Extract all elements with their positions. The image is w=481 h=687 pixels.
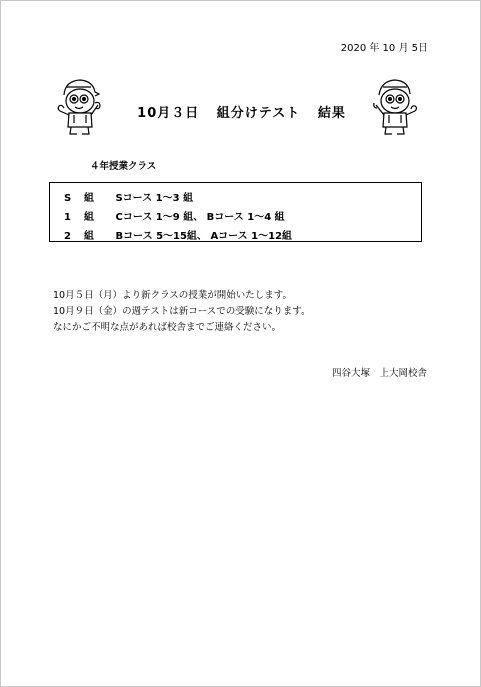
course-assignment: Cコース 1～9 組、 Bコース 1～4 組: [115, 212, 285, 223]
course-assignment: Sコース 1～3 組: [115, 193, 194, 204]
notice-line: なにかご不明な点があれば校舎までご連絡ください。: [53, 322, 282, 333]
baseball-kid-icon: [373, 75, 419, 137]
result-row: [64, 227, 292, 242]
title-date: 10月３日: [137, 106, 200, 121]
course-assignment: Bコース 5～15組、 Aコース 1～12組: [115, 231, 293, 242]
notice-line: 10月９日（金）の週テストは新コースでの受験になります。: [53, 306, 311, 317]
school-signature: 四谷大塚 上大岡校舎: [331, 368, 427, 379]
title-result: 結果: [317, 106, 346, 121]
group-label: 2: [64, 231, 71, 242]
notice-line: 10月５日（月）より新クラスの授業が開始いたします。: [53, 290, 293, 301]
section-heading: ４年授業クラス: [90, 161, 157, 172]
kumi-label: 組: [84, 231, 94, 242]
group-label: S: [64, 193, 72, 204]
issue-date: 2020 年 10 月 5日: [340, 43, 428, 54]
notice-text: [53, 288, 310, 336]
kumi-label: 組: [84, 193, 94, 204]
result-row: [64, 189, 193, 204]
result-row: [64, 208, 285, 223]
title-test: 組分けテスト: [216, 106, 301, 121]
kumi-label: 組: [84, 212, 94, 223]
group-label: 1: [64, 212, 71, 223]
results-box: [49, 182, 422, 242]
